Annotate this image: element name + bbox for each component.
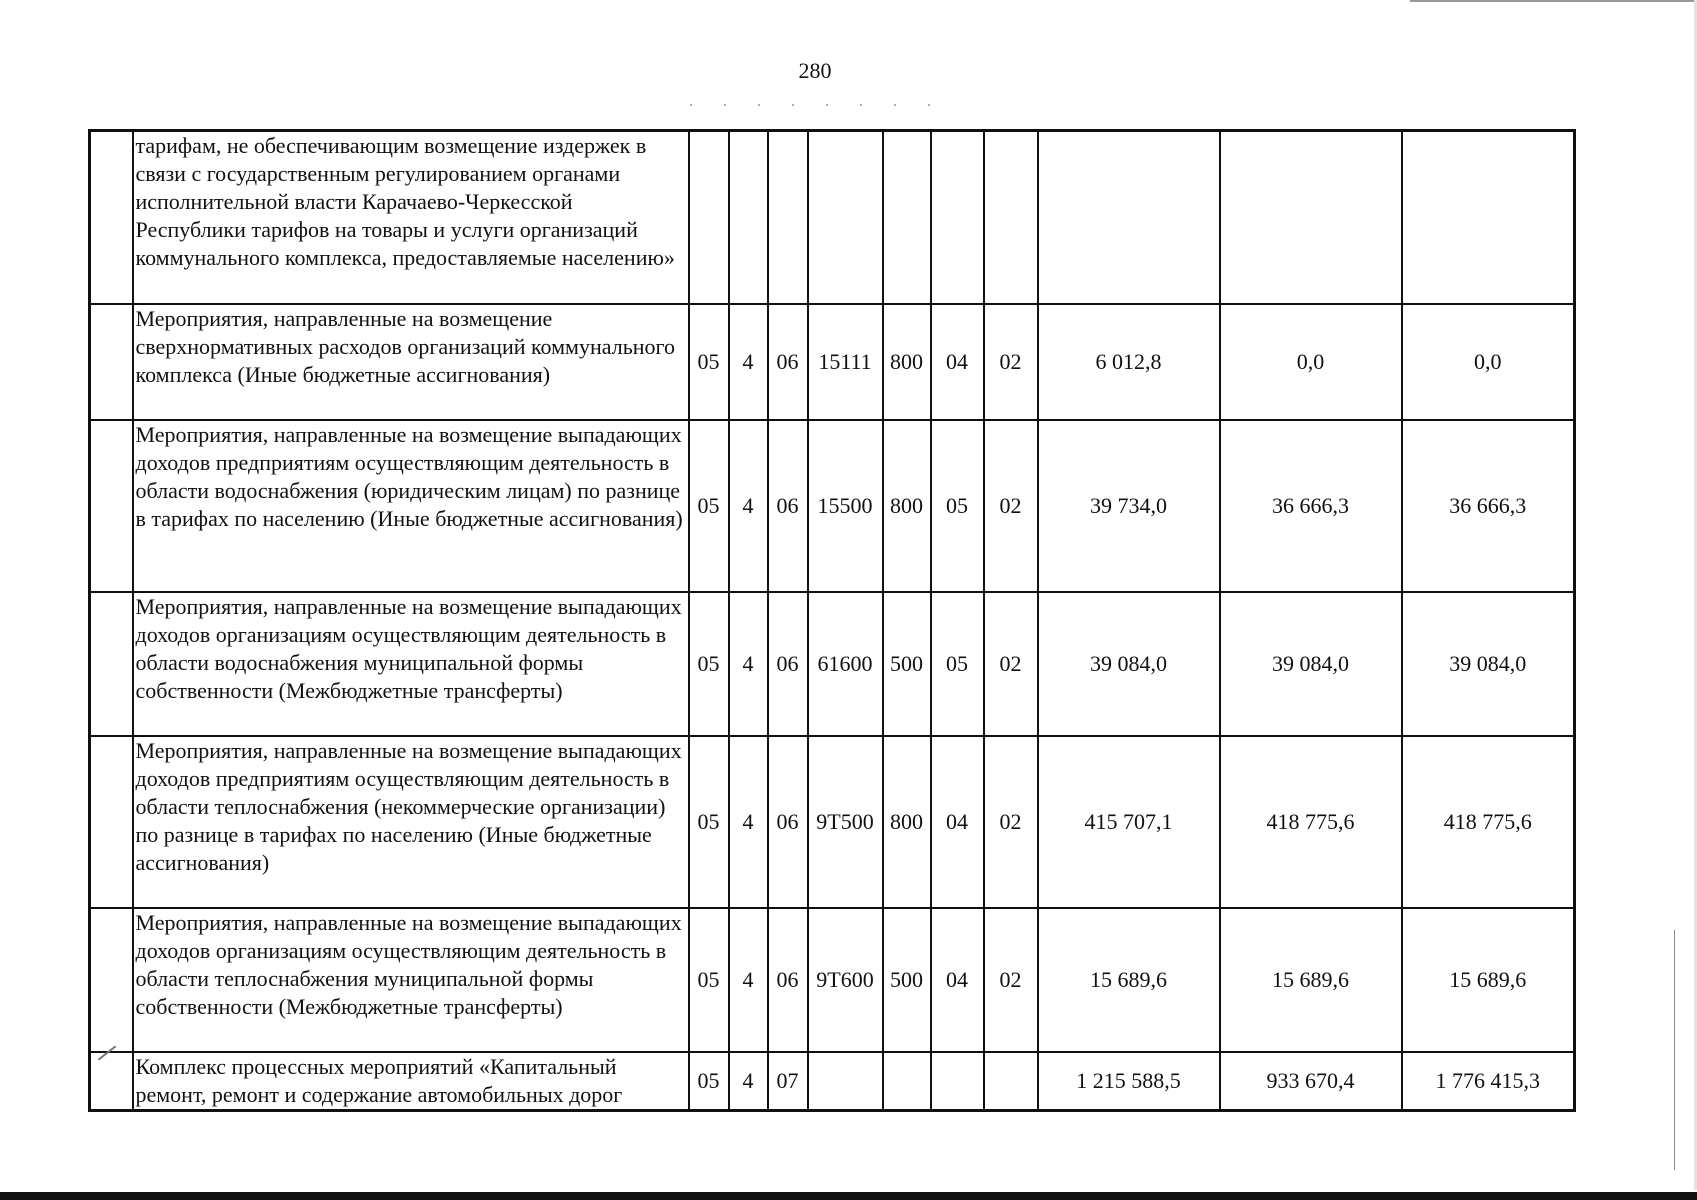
- code-cell: 02: [984, 304, 1038, 420]
- code-cell: 04: [931, 304, 984, 420]
- amount-cell: 39 084,0: [1220, 592, 1402, 736]
- code-cell: [931, 131, 984, 305]
- table-row: [90, 304, 1575, 420]
- amount-cell: 418 775,6: [1402, 736, 1575, 908]
- row-index-cell: [90, 131, 133, 305]
- scan-margin-mark: [1674, 930, 1675, 1170]
- description-cell: Мероприятия, направленные на возмещение выпадающих доходов организациям осуществляющим деятельность в области теплоснабжения муниципальной формы собственности (Межбюджетные трансферты): [133, 908, 689, 1052]
- amount-cell: 418 775,6: [1220, 736, 1402, 908]
- code-cell: 4: [729, 304, 768, 420]
- page-number: 280: [798, 58, 832, 83]
- amount-cell: 1 215 588,5: [1038, 1052, 1220, 1111]
- code-cell: [984, 131, 1038, 305]
- code-cell: 06: [768, 908, 808, 1052]
- row-index-cell: [90, 908, 133, 1052]
- amount-cell: 0,0: [1220, 304, 1402, 420]
- scan-dots: [690, 104, 940, 106]
- budget-table: [88, 129, 1576, 1112]
- amount-cell: 15 689,6: [1402, 908, 1575, 1052]
- code-cell: 02: [984, 420, 1038, 592]
- code-cell: 06: [768, 304, 808, 420]
- table-row: [90, 908, 1575, 1052]
- amount-cell: 36 666,3: [1402, 420, 1575, 592]
- code-cell: 05: [931, 592, 984, 736]
- code-cell: 500: [883, 908, 931, 1052]
- description-cell: тарифам, не обеспечивающим возмещение издержек в связи с государственным регулированием органами исполнительной власти Карачаево-Черкесской Республики тарифов на товары и услуги организаций коммунального комплекса, предоставляемые населению»: [133, 131, 689, 305]
- scan-bottom-edge: [0, 1192, 1697, 1200]
- code-cell: 4: [729, 736, 768, 908]
- amount-cell: [1402, 131, 1575, 305]
- code-cell: 04: [931, 736, 984, 908]
- description-cell: Мероприятия, направленные на возмещение выпадающих доходов предприятиям осуществляющим деятельность в области теплоснабжения (некоммерческие организации) по разнице в тарифах по населению (Иные бюджетные ассигнования): [133, 736, 689, 908]
- amount-cell: 36 666,3: [1220, 420, 1402, 592]
- row-index-cell: [90, 736, 133, 908]
- code-cell: 4: [729, 1052, 768, 1111]
- amount-cell: 39 734,0: [1038, 420, 1220, 592]
- code-cell: 05: [689, 420, 729, 592]
- row-index-cell: [90, 592, 133, 736]
- amount-cell: 0,0: [1402, 304, 1575, 420]
- amount-cell: 39 084,0: [1038, 592, 1220, 736]
- code-cell: 02: [984, 908, 1038, 1052]
- code-cell: 800: [883, 304, 931, 420]
- description-cell: Мероприятия, направленные на возмещение выпадающих доходов организациям осуществляющим деятельность в области водоснабжения муниципальной формы собственности (Межбюджетные трансферты): [133, 592, 689, 736]
- amount-cell: 15 689,6: [1038, 908, 1220, 1052]
- code-cell: 06: [768, 736, 808, 908]
- code-cell: 05: [689, 304, 729, 420]
- table-row: [90, 592, 1575, 736]
- code-cell: 800: [883, 736, 931, 908]
- amount-cell: 415 707,1: [1038, 736, 1220, 908]
- code-cell: 06: [768, 592, 808, 736]
- code-cell: 4: [729, 592, 768, 736]
- code-cell: 500: [883, 592, 931, 736]
- code-cell: 05: [689, 908, 729, 1052]
- amount-cell: 6 012,8: [1038, 304, 1220, 420]
- table-row: [90, 1052, 1575, 1111]
- code-cell: [931, 1052, 984, 1111]
- code-cell: 04: [931, 908, 984, 1052]
- code-cell: 05: [689, 736, 729, 908]
- code-cell: 06: [768, 420, 808, 592]
- table-row: [90, 420, 1575, 592]
- code-cell: 9Т500: [808, 736, 883, 908]
- amount-cell: 933 670,4: [1220, 1052, 1402, 1111]
- code-cell: [883, 1052, 931, 1111]
- code-cell: 9Т600: [808, 908, 883, 1052]
- code-cell: 800: [883, 420, 931, 592]
- scan-edge-line: [1410, 0, 1697, 2]
- code-cell: [883, 131, 931, 305]
- code-cell: [984, 1052, 1038, 1111]
- code-cell: 05: [689, 592, 729, 736]
- code-cell: 4: [729, 908, 768, 1052]
- code-cell: [729, 131, 768, 305]
- row-index-cell: [90, 420, 133, 592]
- code-cell: [808, 1052, 883, 1111]
- code-cell: 02: [984, 736, 1038, 908]
- row-index-cell: [90, 304, 133, 420]
- code-cell: 02: [984, 592, 1038, 736]
- amount-cell: 39 084,0: [1402, 592, 1575, 736]
- code-cell: 05: [931, 420, 984, 592]
- amount-cell: [1220, 131, 1402, 305]
- code-cell: 15500: [808, 420, 883, 592]
- table-row: [90, 736, 1575, 908]
- code-cell: 61600: [808, 592, 883, 736]
- code-cell: [768, 131, 808, 305]
- row-index-cell: [90, 1052, 133, 1111]
- table-row: [90, 131, 1575, 305]
- amount-cell: 15 689,6: [1220, 908, 1402, 1052]
- amount-cell: [1038, 131, 1220, 305]
- amount-cell: 1 776 415,3: [1402, 1052, 1575, 1111]
- description-cell: Мероприятия, направленные на возмещение сверхнормативных расходов организаций коммунального комплекса (Иные бюджетные ассигнования): [133, 304, 689, 420]
- code-cell: 15111: [808, 304, 883, 420]
- code-cell: 4: [729, 420, 768, 592]
- description-cell: Комплекс процессных мероприятий «Капитальный ремонт, ремонт и содержание автомобильных дорог: [133, 1052, 689, 1111]
- code-cell: 07: [768, 1052, 808, 1111]
- description-cell: Мероприятия, направленные на возмещение выпадающих доходов предприятиям осуществляющим деятельность в области водоснабжения (юридическим лицам) по разнице в тарифах по населению (Иные бюджетные ассигнования): [133, 420, 689, 592]
- code-cell: [689, 131, 729, 305]
- code-cell: 05: [689, 1052, 729, 1111]
- code-cell: [808, 131, 883, 305]
